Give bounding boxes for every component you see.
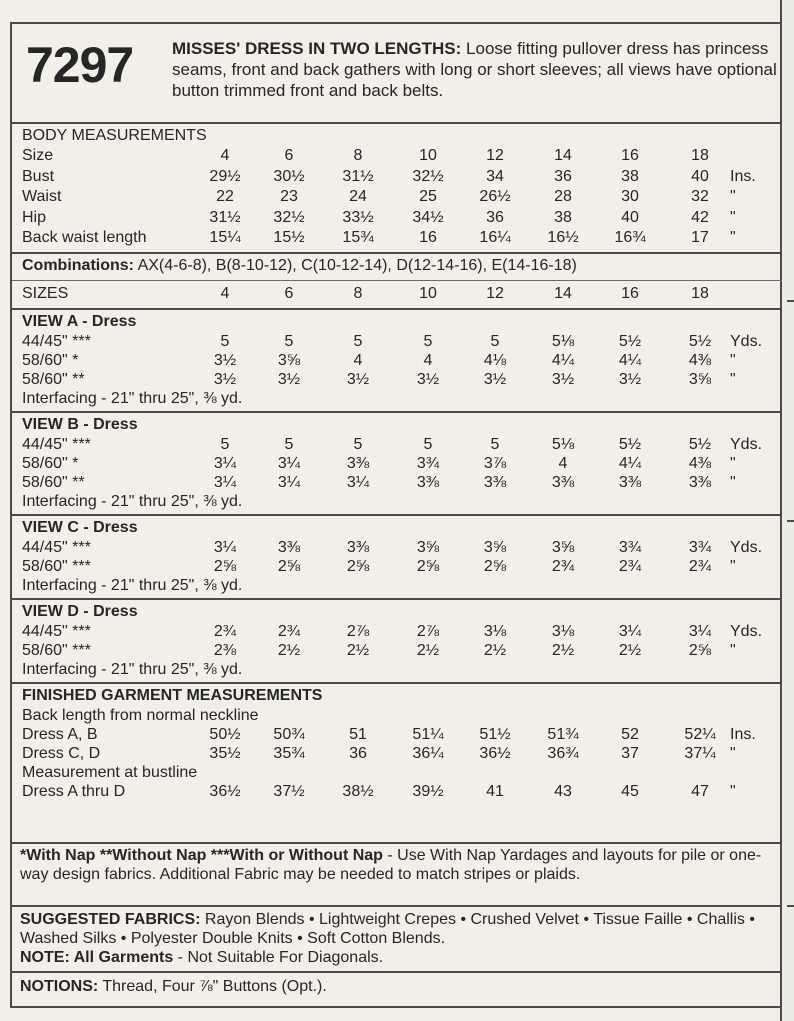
sizes-cell: 10 <box>419 285 437 302</box>
finished-bust-cell: 37½ <box>273 783 305 800</box>
sizes-row-label: SIZES <box>22 285 69 302</box>
body-measurement-cell: 24 <box>349 188 367 205</box>
finished-length-cell: 51¼ <box>412 726 444 743</box>
view-title: VIEW A - Dress <box>22 313 137 330</box>
divider <box>12 280 782 281</box>
yardage-cell: 2⅝ <box>346 558 370 575</box>
body-measurement-row <box>12 188 782 208</box>
yardage-cell: 5 <box>490 333 500 350</box>
body-measurement-cell: 15½ <box>273 229 305 246</box>
yardage-row <box>12 436 782 456</box>
sizes-row <box>12 285 782 305</box>
fabrics-text: Rayon Blends • Lightweight Crepes • Crushed Velvet • Tissue Faille • Challis • Washed Silks • Polyester Double Knits • Soft Cotton Blends. <box>20 911 755 947</box>
finished-length-cell: 50¾ <box>273 726 305 743</box>
interfacing-note: Interfacing - 21" thru 25", ⅜ yd. <box>22 661 243 678</box>
yardage-cell: 3¼ <box>213 539 237 556</box>
yardage-row <box>12 352 782 372</box>
yardage-cell: 4⅜ <box>688 455 712 472</box>
yardage-cell: 3⅜ <box>688 474 712 491</box>
yardage-cell: 5½ <box>688 436 712 453</box>
yardage-row-label: 44/45" *** <box>22 539 91 556</box>
yardage-unit: " <box>730 371 736 388</box>
body-measurement-cell: 15¾ <box>342 229 374 246</box>
yardage-cell: 3½ <box>213 352 237 369</box>
finished-length-cell: 50½ <box>209 726 241 743</box>
yardage-cell: 5 <box>284 333 294 350</box>
sizes-cell: 4 <box>220 285 230 302</box>
divider <box>12 598 782 600</box>
yardage-cell: 2¾ <box>618 558 642 575</box>
finished-length-row-label: Dress A, B <box>22 726 98 743</box>
sizes-cell: 14 <box>554 285 572 302</box>
sizes-cell: 6 <box>284 285 294 302</box>
notions <box>20 977 780 996</box>
yardage-cell: 4 <box>353 352 363 369</box>
yardage-cell: 2½ <box>416 642 440 659</box>
yardage-cell: 2½ <box>277 642 301 659</box>
divider <box>12 971 782 973</box>
yardage-cell: 3¼ <box>213 474 237 491</box>
edge-tick <box>787 300 794 302</box>
yardage-row <box>12 474 782 494</box>
finished-bust-cell: 43 <box>554 783 572 800</box>
body-measurement-cell: 38 <box>554 208 572 226</box>
body-measurement-cell: 16 <box>419 229 437 246</box>
finished-length-cell: 51¾ <box>547 726 579 743</box>
pattern-title: MISSES' DRESS IN TWO LENGTHS: <box>172 39 462 58</box>
yardage-cell: 3¾ <box>688 539 712 556</box>
finished-length-row-label: Dress C, D <box>22 745 101 762</box>
body-measurement-cell: 38 <box>621 167 639 185</box>
pattern-description-text: Loose fitting pullover dress has princess seams, front and back gathers with long or short sleeves; all views have optional button trimmed front and back belts. <box>172 39 777 100</box>
body-measurement-row-label: Hip <box>22 208 47 226</box>
body-measurement-cell: 30 <box>621 188 639 205</box>
finished-bust-row-label: Dress A thru D <box>22 783 126 800</box>
sizes-cell: 16 <box>621 285 639 302</box>
nap-legend: *With Nap **Without Nap ***With or Without Nap <box>20 847 383 864</box>
yardage-cell: 3½ <box>277 371 301 388</box>
yardage-cell: 5 <box>423 436 433 453</box>
yardage-row <box>12 558 782 578</box>
yardage-row-label: 58/60" * <box>22 352 79 369</box>
yardage-cell: 3⅜ <box>346 455 370 472</box>
finished-length-cell: 37¼ <box>684 745 716 762</box>
yardage-cell: 3⅝ <box>688 371 712 388</box>
sizes-cell: 12 <box>486 285 504 302</box>
yardage-cell: 2¾ <box>688 558 712 575</box>
finished-bust-cell: 45 <box>621 783 639 800</box>
body-measurement-cell: 33½ <box>342 208 374 226</box>
divider <box>12 842 782 844</box>
finished-bust-cell: 39½ <box>412 783 444 800</box>
finished-subheading: Measurement at bustline <box>22 764 198 781</box>
finished-bust-row <box>12 783 782 803</box>
finished-length-unit: Ins. <box>730 726 756 743</box>
yardage-row-label: 44/45" *** <box>22 436 91 453</box>
yardage-unit: " <box>730 455 736 472</box>
combinations-label: Combinations: <box>22 257 134 274</box>
yardage-cell: 3¾ <box>618 539 642 556</box>
yardage-cell: 2⅜ <box>213 642 237 659</box>
finished-heading: FINISHED GARMENT MEASUREMENTS <box>22 687 323 704</box>
header <box>12 24 782 124</box>
body-measurement-cell: 8 <box>353 147 363 164</box>
body-measurement-cell: 42 <box>691 208 709 226</box>
yardage-row <box>12 333 782 353</box>
yardage-cell: 2½ <box>346 642 370 659</box>
yardage-cell: 5½ <box>688 333 712 350</box>
finished-length-cell: 37 <box>621 745 639 762</box>
body-measurement-cell: 22 <box>216 188 234 205</box>
edge-tick <box>787 520 794 522</box>
body-measurement-cell: 18 <box>691 147 709 164</box>
body-measurement-cell: 16¼ <box>479 229 511 246</box>
yardage-unit: " <box>730 642 736 659</box>
fabrics-label: SUGGESTED FABRICS: <box>20 911 201 928</box>
body-measurement-row <box>12 147 782 167</box>
pattern-number: 7297 <box>26 37 134 93</box>
yardage-cell: 2⅝ <box>416 558 440 575</box>
yardage-cell: 3⅛ <box>483 623 507 640</box>
body-measurement-cell: 4 <box>220 147 230 164</box>
body-measurement-cell: 32½ <box>412 167 444 185</box>
yardage-cell: 5 <box>490 436 500 453</box>
divider <box>12 122 782 124</box>
pattern-description <box>172 38 778 101</box>
body-measurement-cell: 25 <box>419 188 437 205</box>
yardage-cell: 3¾ <box>416 455 440 472</box>
divider <box>12 252 782 254</box>
body-measurement-cell: 32½ <box>273 208 305 226</box>
yardage-cell: 4⅜ <box>688 352 712 369</box>
body-measurement-unit: " <box>730 229 736 246</box>
yardage-row-label: 44/45" *** <box>22 623 91 640</box>
yardage-cell: 2½ <box>618 642 642 659</box>
yardage-row <box>12 623 782 643</box>
interfacing-note: Interfacing - 21" thru 25", ⅜ yd. <box>22 493 243 510</box>
yardage-row-label: 58/60" ** <box>22 474 85 491</box>
yardage-cell: 3⅜ <box>618 474 642 491</box>
yardage-row-label: 58/60" ** <box>22 371 85 388</box>
yardage-unit: Yds. <box>730 436 763 453</box>
nap-text: - Use With Nap Yardages and layouts for pile or one-way design fabrics. Additional Fabric may be needed to match stripes or plaids. <box>20 847 762 883</box>
body-measurement-unit: " <box>730 208 736 226</box>
sizes-cell: 18 <box>691 285 709 302</box>
body-measurement-cell: 14 <box>554 147 572 164</box>
finished-length-cell: 35¾ <box>273 745 305 762</box>
notions-label: NOTIONS: <box>20 978 99 995</box>
yardage-cell: 2⅝ <box>688 642 712 659</box>
yardage-cell: 3¼ <box>346 474 370 491</box>
body-measurement-cell: 34½ <box>412 208 444 226</box>
body-measurement-cell: 31½ <box>342 167 374 185</box>
finished-subheading: Back length from normal neckline <box>22 707 259 724</box>
divider <box>12 411 782 413</box>
yardage-cell: 5 <box>284 436 294 453</box>
body-measurement-row <box>12 168 782 188</box>
body-measurement-cell: 34 <box>486 167 504 185</box>
yardage-row <box>12 455 782 475</box>
yardage-row-label: 58/60" *** <box>22 642 91 659</box>
yardage-cell: 2¾ <box>551 558 575 575</box>
view-title: VIEW C - Dress <box>22 519 138 536</box>
yardage-cell: 3⅞ <box>483 455 507 472</box>
body-measurement-row <box>12 209 782 229</box>
finished-length-cell: 35½ <box>209 745 241 762</box>
body-measurements-heading: BODY MEASUREMENTS <box>22 127 207 144</box>
yardage-cell: 2⅞ <box>416 623 440 640</box>
body-measurement-cell: 36 <box>486 208 504 226</box>
body-measurement-cell: 36 <box>554 167 572 185</box>
divider <box>12 514 782 516</box>
finished-bust-cell: 47 <box>691 783 709 800</box>
yardage-cell: 2⅝ <box>213 558 237 575</box>
notions-text: Thread, Four ⅞" Buttons (Opt.). <box>98 978 327 995</box>
yardage-cell: 3¼ <box>688 623 712 640</box>
body-measurement-row <box>12 229 782 249</box>
yardage-cell: 2⅝ <box>483 558 507 575</box>
yardage-cell: 5 <box>220 333 230 350</box>
yardage-cell: 5 <box>353 333 363 350</box>
yardage-cell: 5½ <box>618 333 642 350</box>
yardage-cell: 4¼ <box>618 455 642 472</box>
yardage-cell: 3¼ <box>277 455 301 472</box>
interfacing-note: Interfacing - 21" thru 25", ⅜ yd. <box>22 390 243 407</box>
yardage-cell: 5⅛ <box>551 436 575 453</box>
yardage-cell: 5 <box>220 436 230 453</box>
yardage-cell: 4¼ <box>618 352 642 369</box>
body-measurement-cell: 6 <box>284 147 294 164</box>
body-measurement-cell: 40 <box>691 167 709 185</box>
finished-length-cell: 36½ <box>479 745 511 762</box>
finished-length-unit: " <box>730 745 736 762</box>
body-measurement-cell: 23 <box>280 188 298 205</box>
suggested-fabrics <box>20 910 780 967</box>
body-measurement-cell: 15¼ <box>209 229 241 246</box>
yardage-cell: 3⅝ <box>416 539 440 556</box>
body-measurement-row-label: Bust <box>22 167 55 185</box>
yardage-cell: 5⅛ <box>551 333 575 350</box>
body-measurement-unit: Ins. <box>730 167 756 185</box>
finished-bust-cell: 36½ <box>209 783 241 800</box>
yardage-cell: 4 <box>558 455 568 472</box>
yardage-cell: 3½ <box>551 371 575 388</box>
yardage-cell: 3⅜ <box>483 474 507 491</box>
body-measurement-cell: 32 <box>691 188 709 205</box>
interfacing-note: Interfacing - 21" thru 25", ⅜ yd. <box>22 577 243 594</box>
yardage-row-label: 58/60" *** <box>22 558 91 575</box>
finished-length-cell: 52 <box>621 726 639 743</box>
yardage-cell: 2⅝ <box>277 558 301 575</box>
body-measurement-cell: 16¾ <box>614 229 646 246</box>
yardage-unit: " <box>730 558 736 575</box>
yardage-cell: 3½ <box>483 371 507 388</box>
yardage-cell: 2½ <box>551 642 575 659</box>
yardage-cell: 4 <box>423 352 433 369</box>
body-measurement-cell: 16 <box>621 147 639 164</box>
sizes-cell: 8 <box>353 285 363 302</box>
body-measurement-cell: 31½ <box>209 208 241 226</box>
nap-note <box>20 846 780 884</box>
yardage-cell: 3½ <box>346 371 370 388</box>
page-right-edge <box>780 0 794 1021</box>
yardage-cell: 5½ <box>618 436 642 453</box>
body-measurement-cell: 12 <box>486 147 504 164</box>
yardage-cell: 3⅝ <box>551 539 575 556</box>
yardage-cell: 3¼ <box>618 623 642 640</box>
body-measurement-cell: 17 <box>691 229 709 246</box>
yardage-cell: 4⅛ <box>483 352 507 369</box>
yardage-row <box>12 642 782 662</box>
yardage-cell: 5 <box>353 436 363 453</box>
yardage-cell: 3¼ <box>277 474 301 491</box>
yardage-cell: 3½ <box>213 371 237 388</box>
body-measurement-row-label: Size <box>22 147 54 164</box>
yardage-cell: 4¼ <box>551 352 575 369</box>
body-measurement-row-label: Waist <box>22 188 62 205</box>
body-measurement-cell: 10 <box>419 147 437 164</box>
yardage-row <box>12 371 782 391</box>
body-measurement-cell: 40 <box>621 208 639 226</box>
finished-length-cell: 52¼ <box>684 726 716 743</box>
body-measurement-cell: 28 <box>554 188 572 205</box>
body-measurement-cell: 29½ <box>209 167 241 185</box>
yardage-row-label: 44/45" *** <box>22 333 91 350</box>
finished-length-cell: 36 <box>349 745 367 762</box>
yardage-unit: Yds. <box>730 623 763 640</box>
yardage-cell: 3⅝ <box>277 352 301 369</box>
finished-length-row <box>12 745 782 765</box>
divider <box>12 308 782 310</box>
finished-length-cell: 36¾ <box>547 745 579 762</box>
combinations-line <box>22 257 577 275</box>
finished-bust-unit: " <box>730 783 736 800</box>
divider <box>12 682 782 684</box>
edge-tick <box>787 905 794 907</box>
yardage-cell: 3⅜ <box>416 474 440 491</box>
finished-length-row <box>12 726 782 746</box>
body-measurement-cell: 26½ <box>479 188 511 205</box>
yardage-cell: 3⅜ <box>346 539 370 556</box>
finished-length-cell: 36¼ <box>412 745 444 762</box>
view-title: VIEW D - Dress <box>22 603 138 620</box>
yardage-cell: 3⅜ <box>277 539 301 556</box>
yardage-cell: 2¾ <box>213 623 237 640</box>
divider <box>12 905 782 907</box>
combinations-text: AX(4-6-8), B(8-10-12), C(10-12-14), D(12-14-16), E(14-16-18) <box>137 257 577 274</box>
finished-length-cell: 51½ <box>479 726 511 743</box>
yardage-cell: 3⅜ <box>551 474 575 491</box>
yardage-cell: 2¾ <box>277 623 301 640</box>
note-text: - Not Suitable For Diagonals. <box>173 949 384 966</box>
view-title: VIEW B - Dress <box>22 416 138 433</box>
finished-bust-cell: 41 <box>486 783 504 800</box>
note-label: NOTE: All Garments <box>20 949 174 966</box>
yardage-cell: 5 <box>423 333 433 350</box>
yardage-unit: Yds. <box>730 333 763 350</box>
finished-length-cell: 51 <box>349 726 367 743</box>
yardage-row-label: 58/60" * <box>22 455 79 472</box>
yardage-cell: 3⅛ <box>551 623 575 640</box>
body-measurement-unit: " <box>730 188 736 205</box>
body-measurement-row-label: Back waist length <box>22 229 147 246</box>
yardage-cell: 2⅞ <box>346 623 370 640</box>
yardage-unit: " <box>730 352 736 369</box>
yardage-unit: Yds. <box>730 539 763 556</box>
pattern-envelope-back <box>10 22 780 1008</box>
yardage-row <box>12 539 782 559</box>
yardage-unit: " <box>730 474 736 491</box>
body-measurement-cell: 16½ <box>547 229 579 246</box>
body-measurement-cell: 30½ <box>273 167 305 185</box>
yardage-cell: 3⅝ <box>483 539 507 556</box>
yardage-cell: 2½ <box>483 642 507 659</box>
yardage-cell: 3½ <box>618 371 642 388</box>
finished-bust-cell: 38½ <box>342 783 374 800</box>
yardage-cell: 3½ <box>416 371 440 388</box>
yardage-cell: 3¼ <box>213 455 237 472</box>
